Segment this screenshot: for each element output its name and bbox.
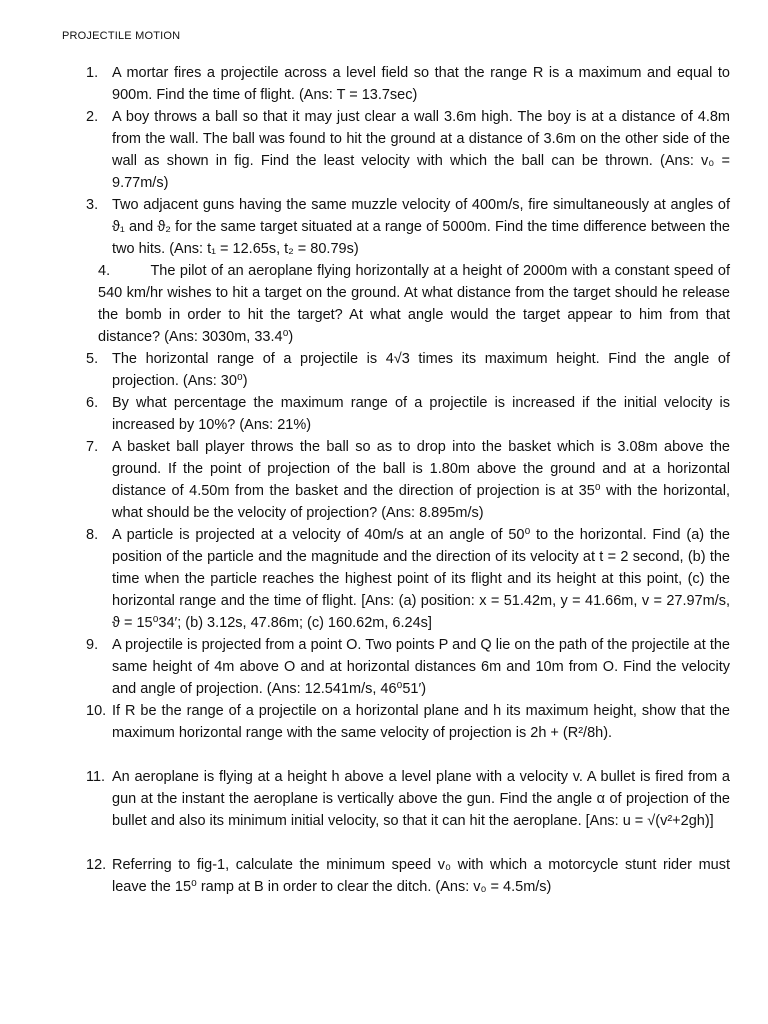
question-number: 11.: [86, 769, 106, 785]
question-number: 12.: [86, 857, 107, 873]
question-item: [86, 634, 730, 700]
question-item: [98, 260, 730, 348]
question-text: A projectile is projected from a point O. Two points P and Q lie on the path of the projectile at the same height of 4m above O and at horizontal distances 6m and 10m from O. Find the velocity and angle of projection. (Ans: 12.541m/s, 46⁰51′): [112, 637, 730, 697]
question-text: A particle is projected at a velocity of 40m/s at an angle of 50⁰ to the horizontal. Find (a) the position of the particle and the magnitude and the direction of its velocity at t = 2 second, (b) the time when the particle reaches the highest point of its flight and its height at this point, (c) the horizontal range and the time of flight. [Ans: (a) position: x = 51.42m, y = 41.66m, v = 27.97m/s, ϑ = 15⁰34′; (b) 3.12s, 47.86m; (c) 160.62m, 6.24s]: [112, 527, 730, 631]
question-text: The horizontal range of a projectile is 4√3 times its maximum height. Find the angle of projection. (Ans: 30⁰): [112, 351, 730, 389]
question-item: [86, 62, 730, 106]
question-number: 8.: [86, 527, 99, 543]
question-number: 3.: [86, 197, 99, 213]
question-item: [86, 106, 730, 194]
question-text-inline: The pilot of an aeroplane flying horizontally at a height of 2000m with a constant speed of 540 km/hr wishes to hit a target on the ground. At what distance from the target should he release the bomb in order to hit the target? At what angle would the target appear to him from that distance? (Ans: 3030m, 33.4⁰): [98, 263, 730, 345]
question-text: An aeroplane is flying at a height h above a level plane with a velocity v. A bullet is fired from a gun at the instant the aeroplane is vertically above the gun. Find the angle α of projection of the bullet and also its minimum initial velocity, so that it can hit the aeroplane. [Ans: u = √(v²+2gh)]: [112, 769, 730, 829]
question-item: [86, 348, 730, 392]
question-text: A basket ball player throws the ball so as to drop into the basket which is 3.08m above the ground. If the point of projection of the ball is 1.80m above the ground and at a horizontal distance of 4.50m from the basket and the direction of projection is at 35⁰ with the horizontal, what should be the velocity of projection? (Ans: 8.895m/s): [112, 439, 730, 521]
question-item: [86, 766, 730, 832]
question-number: 9.: [86, 637, 99, 653]
question-text: If R be the range of a projectile on a horizontal plane and h its maximum height, show that the maximum horizontal range with the same velocity of projection is 2h + (R²/8h).: [112, 703, 730, 741]
question-text: A mortar fires a projectile across a level field so that the range R is a maximum and equal to 900m. Find the time of flight. (Ans: T = 13.7sec): [112, 65, 730, 103]
question-item: [86, 436, 730, 524]
question-number: 6.: [86, 395, 99, 411]
document-heading: PROJECTILE MOTION: [62, 30, 181, 42]
question-number: 10.: [86, 703, 107, 719]
question-item: [86, 854, 730, 898]
question-number: 5.: [86, 351, 99, 367]
question-item: [86, 392, 730, 436]
question-number: 7.: [86, 439, 99, 455]
question-number: 1.: [86, 65, 99, 81]
question-number: 4.: [98, 263, 111, 279]
question-text: [98, 260, 730, 348]
question-item: [86, 194, 730, 260]
question-item: [86, 524, 730, 634]
question-text: By what percentage the maximum range of a projectile is increased if the initial velocity is increased by 10%? (Ans: 21%): [112, 395, 730, 433]
question-text: A boy throws a ball so that it may just clear a wall 3.6m high. The boy is at a distance of 4.8m from the wall. The ball was found to hit the ground at a distance of 3.6m on the other side of the wall as shown in fig. Find the least velocity with which the ball can be thrown. (Ans: v₀ = 9.77m/s): [112, 109, 730, 191]
question-text: Referring to fig-1, calculate the minimum speed v₀ with which a motorcycle stunt rider must leave the 15⁰ ramp at B in order to clear the ditch. (Ans: v₀ = 4.5m/s): [112, 857, 730, 895]
question-item: [86, 700, 730, 744]
question-number: 2.: [86, 109, 99, 125]
question-text: Two adjacent guns having the same muzzle velocity of 400m/s, fire simultaneously at angles of ϑ₁ and ϑ₂ for the same target situated at a range of 5000m. Find the time difference between the two hits. (Ans: t₁ = 12.65s, t₂ = 80.79s): [112, 197, 730, 257]
